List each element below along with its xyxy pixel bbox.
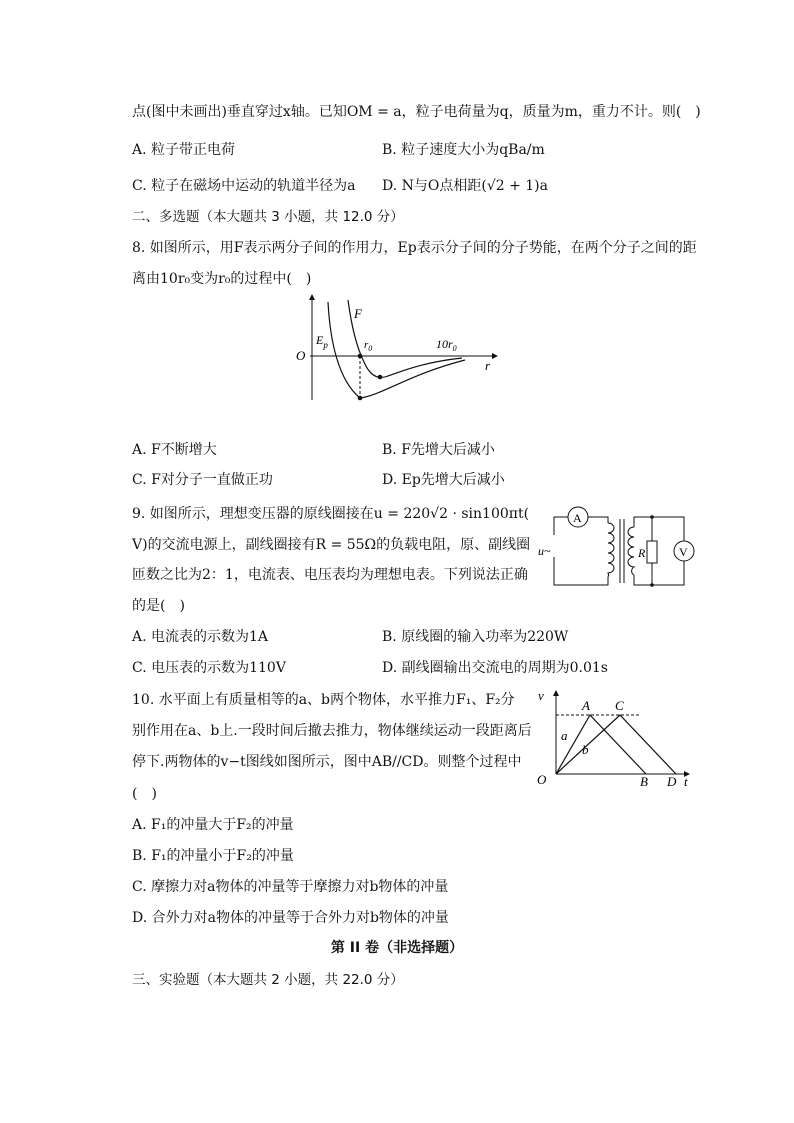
q8-option-d: D. Ep先增大后减小: [382, 472, 505, 488]
q10-label-point-c: C: [615, 698, 624, 713]
q7-text-line1: 点(图中未画出)垂直穿过x轴。已知OM = a，粒子电荷量为q，质量为m，重力不计。则( ): [132, 104, 701, 120]
q10-option-a: A. F₁的冲量大于F₂的冲量: [132, 817, 294, 833]
q7-option-a: A. 粒子带正电荷: [132, 142, 236, 158]
q7-option-c: C. 粒子在磁场中运动的轨道半径为a: [132, 178, 356, 194]
q10-option-d: D. 合外力对a物体的冲量等于合外力对b物体的冲量: [132, 910, 449, 926]
q8-text-line1: 8. 如图所示，用F表示两分子间的作用力，Ep表示分子间的分子势能，在两个分子之间的距: [132, 240, 697, 256]
q8-label-ep-sub: p: [323, 340, 328, 350]
q9-option-a: A. 电流表的示数为1A: [132, 629, 269, 645]
q10-text-line2: 别作用在a、b上.一段时间后撤去推力，物体继续运动一段距离后: [132, 723, 532, 739]
q8-text-line2: 离由10r₀变为r₀的过程中( ): [132, 271, 312, 287]
part-two-title: 第 II 卷（非选择题）: [330, 940, 464, 956]
q7-option-d: D. N与O点相距(√2 + 1)a: [382, 178, 548, 194]
q10-option-b: B. F₁的冲量小于F₂的冲量: [132, 848, 294, 864]
q9-resistor-label: R: [638, 546, 646, 560]
q10-label-t: t: [684, 774, 688, 788]
q10-label-o: O: [537, 772, 547, 787]
q9-ammeter-label: A: [573, 511, 582, 525]
q8-label-origin: O: [296, 348, 306, 363]
q10-label-point-b: B: [640, 774, 648, 788]
q10-label-line-a: a: [561, 728, 568, 743]
q10-label-point-d: D: [667, 774, 677, 788]
q9-option-d: D. 副线圈输出交流电的周期为0.01s: [382, 660, 608, 676]
q8-label-f: F: [354, 306, 362, 321]
svg-text:Ep: [315, 333, 328, 350]
q9-option-c: C. 电压表的示数为110V: [132, 660, 286, 676]
q10-text-line1: 10. 水平面上有质量相等的a、b两个物体，水平推力F₁、F₂分: [132, 692, 515, 708]
q10-label-line-b: b: [582, 742, 589, 757]
q9-text-line4: 的是( ): [132, 598, 185, 614]
section-heading-experiment: 三、实验题（本大题共 2 小题，共 22.0 分）: [132, 972, 404, 988]
q8-option-b: B. F先增大后减小: [382, 442, 495, 458]
q9-voltmeter-label: V: [679, 545, 688, 559]
svg-text:10r0: [436, 337, 457, 353]
q8-label-r-axis: r: [485, 358, 491, 373]
q10-option-c: C. 摩擦力对a物体的冲量等于摩擦力对b物体的冲量: [132, 879, 449, 895]
q9-text-line3: 匝数之比为2：1，电流表、电压表均为理想电表。下列说法正确: [132, 567, 528, 583]
q8-option-a: A. F不断增大: [132, 442, 217, 458]
q8-label-ep: E: [316, 333, 324, 347]
q8-label-10r0-sub: 0: [452, 344, 457, 353]
svg-text:r0: [364, 339, 372, 353]
q9-transformer-circuit: [536, 505, 696, 590]
q8-force-energy-graph: [290, 290, 505, 405]
q10-label-v: v: [538, 688, 544, 703]
q8-label-r0: r: [364, 339, 369, 351]
q10-text-line3: 停下.两物体的v−t图线如图所示，图中AB//CD。则整个过程中: [132, 754, 522, 770]
q9-option-b: B. 原线圈的输入功率为220W: [382, 629, 569, 645]
q8-label-10r0: 10r: [436, 337, 453, 351]
q9-source-label: u~: [538, 544, 551, 558]
q9-text-line1: 9. 如图所示，理想变压器的原线圈接在u = 220√2 · sin100πt(: [132, 506, 530, 522]
q10-text-line4: ( ): [132, 786, 157, 802]
q7-option-b: B. 粒子速度大小为qBa/m: [382, 142, 545, 158]
q8-option-c: C. F对分子一直做正功: [132, 472, 273, 488]
section-heading-multiple-choice: 二、多选题（本大题共 3 小题，共 12.0 分）: [132, 209, 404, 225]
q10-velocity-time-graph: [534, 688, 696, 788]
q9-text-line2: V)的交流电源上，副线圈接有R = 55Ω的负载电阻，原、副线圈: [132, 537, 531, 553]
q10-label-point-a: A: [582, 698, 590, 713]
q8-label-r0-sub: 0: [368, 344, 373, 353]
